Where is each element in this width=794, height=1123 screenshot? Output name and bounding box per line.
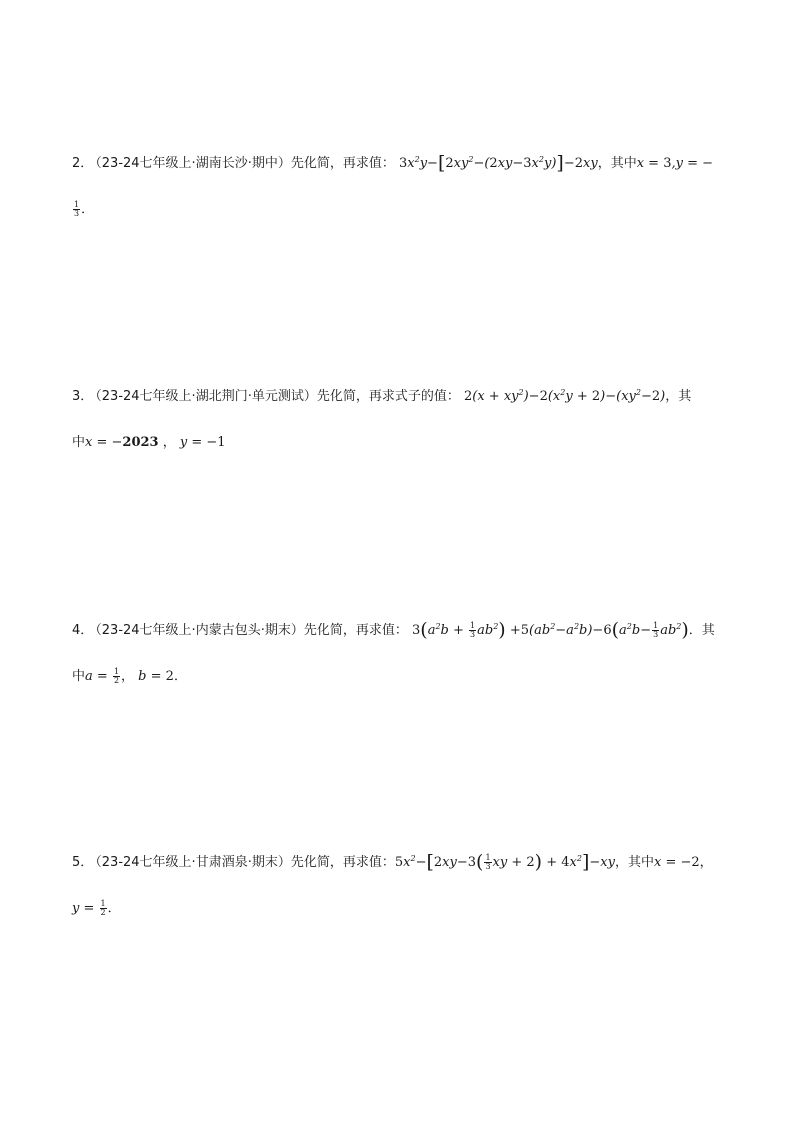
problem-2-line-2: [72, 200, 722, 220]
expression: $3x^2y-[2xy^2-(2xy-3x^2y)]-2xy$: [398, 152, 598, 174]
condition: a = $\frac{1}{2}$: [85, 667, 120, 685]
problem-cont: 中: [72, 669, 86, 684]
problem-source: （23-24七年级上·内蒙古包头·期末）: [95, 623, 304, 638]
problem-cont: 中: [72, 435, 86, 450]
problem-instruction: 先化简，再求式子的值：: [316, 389, 460, 404]
problem-number: 3．: [72, 389, 94, 404]
problem-end: ．: [81, 202, 95, 217]
problem-5-line-1: [72, 852, 722, 873]
problem-instruction: 先化简，再求值：: [290, 156, 395, 171]
condition-2: b = 2: [134, 669, 174, 684]
expression: $2(x + xy^2)-2(x^2y + 2)-(xy^2-2)$: [463, 388, 666, 404]
problem-tail: ．其: [688, 623, 715, 638]
problem-2-line-1: [72, 153, 722, 174]
problem-end: ．: [107, 901, 121, 916]
problem-number: 5．: [72, 855, 94, 870]
problem-5-line-2: [72, 899, 722, 919]
problem-4-line-1: [72, 620, 722, 641]
condition: x = −2: [654, 855, 700, 870]
condition: x = 3,y = −: [636, 156, 714, 171]
problem-source: （23-24七年级上·甘肃酒泉·期末）: [95, 855, 291, 870]
problem-source: （23-24七年级上·湖北荆门·单元测试）: [95, 389, 317, 404]
problem-tail: ，其中: [597, 156, 637, 171]
condition-sep: ，: [162, 435, 176, 450]
problem-3-line-2: [72, 433, 722, 453]
problem-source: （23-24七年级上·湖南长沙·期中）: [95, 156, 291, 171]
problem-number: 2．: [72, 156, 94, 171]
problem-4-line-2: [72, 667, 722, 687]
problem-instruction: 先化简，再求值：: [290, 855, 395, 870]
problem-tail: ，其中: [614, 855, 654, 870]
problem-tail: ，其: [665, 389, 692, 404]
expression: $5x^2-[2xy-3$( $\frac{1}{3}$ xy + $2) + 4x^2]-xy$: [394, 851, 615, 873]
expression: $3(a^2b$ + $\frac{1}{3}$ $ab^2) +5(ab^2-a^2b)-6(a^2b-$ $\frac{1}{3}$ $ab^2$): [411, 619, 689, 641]
condition-sep: ，: [121, 669, 135, 684]
condition-cont: $\frac{1}{3}$: [74, 200, 80, 218]
problem-instruction: 先化简，再求值：: [303, 623, 408, 638]
condition-sep: ，: [699, 855, 713, 870]
problem-number: 4．: [72, 623, 94, 638]
problem-end: ．: [173, 669, 187, 684]
condition-2: y = $\frac{1}{2}$: [72, 899, 106, 917]
condition-2: y = −1: [175, 435, 226, 450]
problem-3-line-1: [72, 387, 722, 407]
condition: x = −2023: [85, 435, 159, 450]
